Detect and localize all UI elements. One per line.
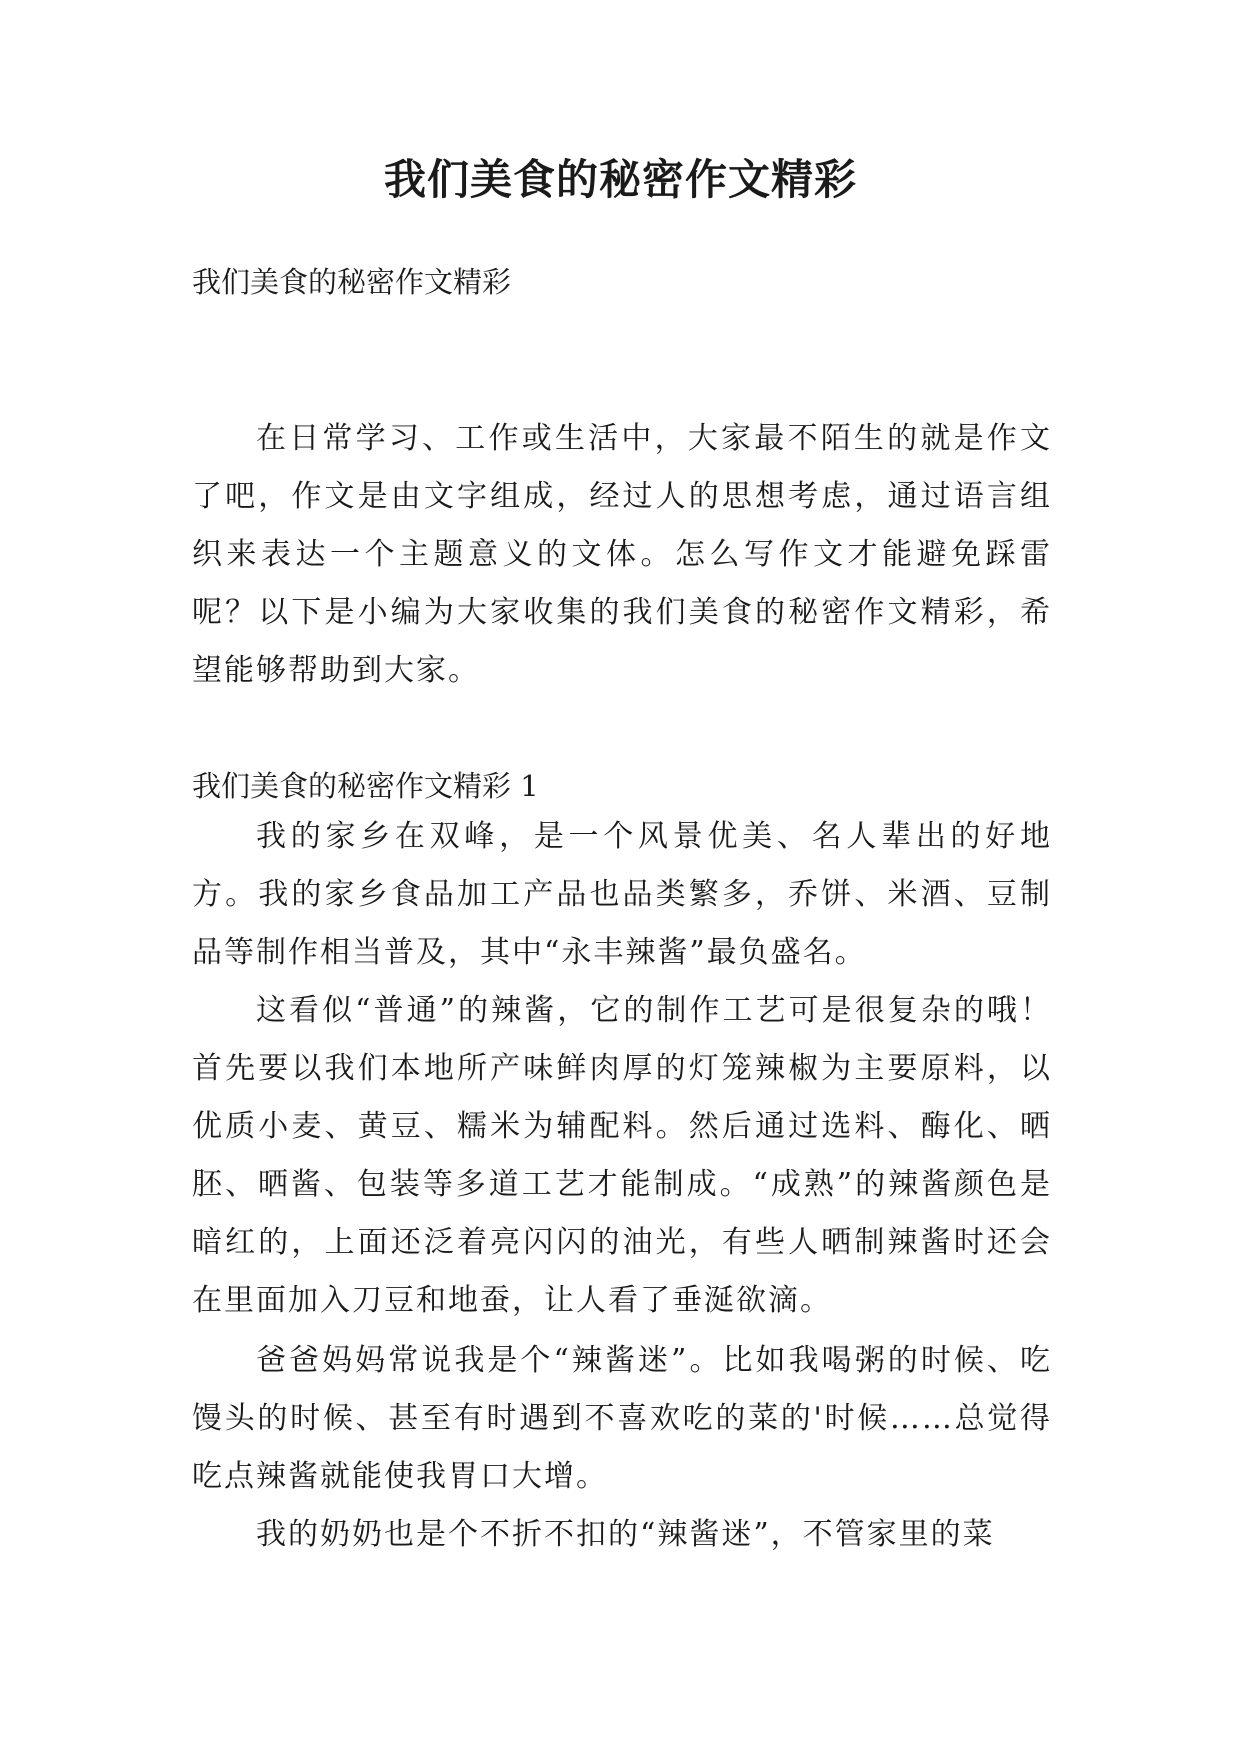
- intro-paragraph: 在日常学习、工作或生活中，大家最不陌生的就是作文了吧，作文是由文字组成，经过人的思想考虑，通过语言组织来表达一个主题意义的文体。怎么写作文才能避免踩雷呢？以下是小编为大家收集的我们美食的秘密作文精彩，希望能够帮助到大家。: [192, 421, 1052, 688]
- body-paragraph-2: 这看似“普通”的辣酱，它的制作工艺可是很复杂的哦！首先要以我们本地所产味鲜肉厚的灯笼辣椒为主要原料，以优质小麦、黄豆、糯米为辅配料。然后通过选料、酶化、晒胚、晒酱、包装等多道工艺才能制成。“成熟”的辣酱颜色是暗红的，上面还泛着亮闪闪的油光，有些人晒制辣酱时还会在里面加入刀豆和地蚕，让人看了垂涎欲滴。: [192, 993, 1052, 1318]
- document-subtitle: 我们美食的秘密作文精彩: [192, 265, 512, 299]
- body-paragraph-3: 爸爸妈妈常说我是个“辣酱迷”。比如我喝粥的时候、吃馒头的时候、甚至有时遇到不喜欢吃的菜的'时候……总觉得吃点辣酱就能使我胃口大增。: [192, 1343, 1052, 1494]
- section-heading: 我们美食的秘密作文精彩 1: [192, 769, 539, 803]
- body-paragraph-1: 我的家乡在双峰，是一个风景优美、名人辈出的好地方。我的家乡食品加工产品也品类繁多，乔饼、米酒、豆制品等制作相当普及，其中“永丰辣酱”最负盛名。: [192, 819, 1052, 970]
- body-paragraph-4: 我的奶奶也是个不折不扣的“辣酱迷”，不管家里的菜: [256, 1517, 995, 1552]
- document-title: 我们美食的秘密作文精彩: [383, 155, 857, 204]
